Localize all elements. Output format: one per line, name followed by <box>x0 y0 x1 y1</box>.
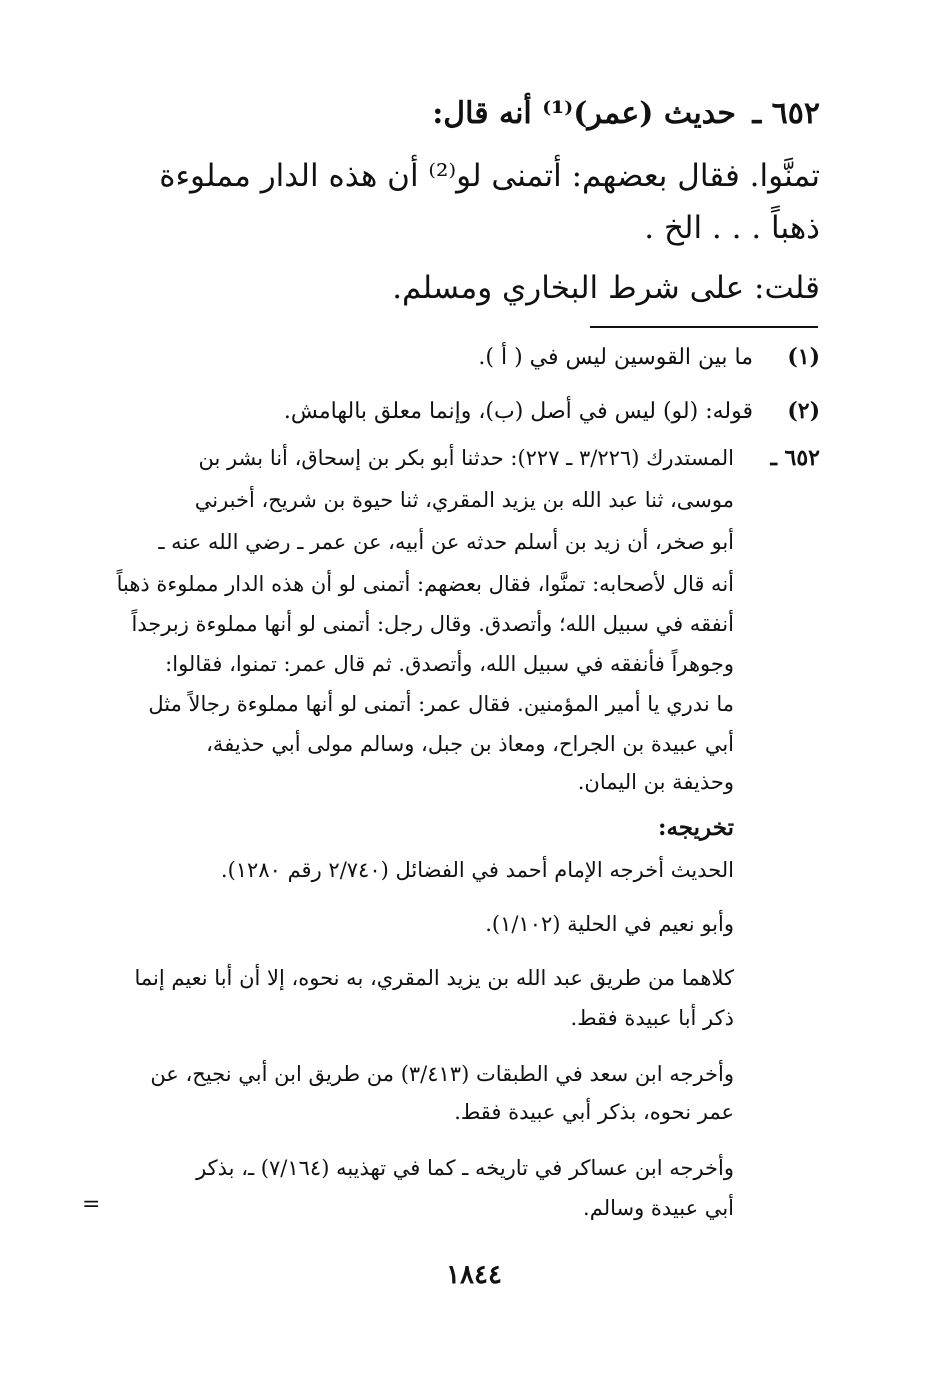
commentary-number: ٦٥٢ ـ <box>770 445 820 471</box>
footnote-number: (١) <box>787 344 820 370</box>
commentary-line: وجوهراً فأنفقه في سبيل الله، وأتصدق. ثم قال عمر: تمنوا، فقالوا: <box>165 652 734 676</box>
footnote-number: (٢) <box>787 398 820 424</box>
commentary-line: أبو صخر، أن زيد بن أسلم حدثه عن أبيه، عن عمر ـ رضي الله عنه ـ <box>158 530 734 554</box>
commentary-line: أنفقه في سبيل الله؛ وأتصدق. وقال رجل: أتمنى لو أنها مملوءة زبرجداً <box>131 612 734 636</box>
hadith-number: ٦٥٢ ـ <box>752 96 820 131</box>
commentary-line: موسى، ثنا عبد الله بن يزيد المقري، ثنا حيوة بن شريح، أخبرني <box>194 488 734 512</box>
narration-line-1: تمنَّوا. فقال بعضهم: أتمنى لو⁽²⁾ أن هذه الدار مملوءة <box>159 158 820 194</box>
commentary-line: أبي عبيدة بن الجراح، ومعاذ بن جبل، وسالم مولى أبي حذيفة، <box>206 732 734 756</box>
commentary-line: ما ندري يا أمير المؤمنين. فقال عمر: أتمنى لو أنها مملوءة رجالاً مثل <box>148 692 734 716</box>
takhrij-line: ذكر أبا عبيدة فقط. <box>570 1006 734 1030</box>
footnote-1 <box>120 342 820 373</box>
footnote-2 <box>120 396 820 427</box>
hadith-heading-text: حديث (عمر)⁽¹⁾ أنه قال: <box>432 96 736 131</box>
footnote-text: ما بين القوسين ليس في ( أ ). <box>478 345 753 370</box>
narration-line-2: ذهباً . . . الخ . <box>644 210 820 246</box>
takhrij-line: عمر نحوه، بذكر أبي عبيدة فقط. <box>454 1100 734 1124</box>
footnote-divider <box>590 326 818 328</box>
takhrij-line: كلاهما من طريق عبد الله بن يزيد المقري، به نحوه، إلا أن أبا نعيم إنما <box>134 966 734 990</box>
footnote-text: قوله: (لو) ليس في أصل (ب)، وإنما معلق بالهامش. <box>283 399 753 424</box>
continuation-mark: = <box>82 1192 101 1217</box>
takhrij-line: الحديث أخرجه الإمام أحمد في الفضائل (٢/٧٤٠ رقم ١٢٨٠). <box>220 858 734 882</box>
takhrij-line: أبي عبيدة وسالم. <box>583 1196 734 1220</box>
takhrij-heading: تخريجه: <box>657 814 734 841</box>
commentary-line: وحذيفة بن اليمان. <box>577 770 734 794</box>
verdict-line: قلت: على شرط البخاري ومسلم. <box>392 270 820 306</box>
page-number: ١٨٤٤ <box>446 1260 502 1290</box>
takhrij-line: وأخرجه ابن عساكر في تاريخه ـ كما في تهذيبه (٧/١٦٤) ـ، بذكر <box>196 1156 734 1180</box>
commentary-line: أنه قال لأصحابه: تمنَّوا، فقال بعضهم: أتمنى لو أن هذه الدار مملوءة ذهباً <box>116 572 734 596</box>
takhrij-line: وأبو نعيم في الحلية (١/١٠٢). <box>485 912 734 936</box>
takhrij-line: وأخرجه ابن سعد في الطبقات (٣/٤١٣) من طريق ابن أبي نجيح، عن <box>150 1062 734 1086</box>
hadith-heading <box>120 88 820 140</box>
commentary-line: المستدرك (٣/٢٢٦ ـ ٢٢٧): حدثنا أبو بكر بن إسحاق، أنا بشر بن <box>198 446 734 470</box>
